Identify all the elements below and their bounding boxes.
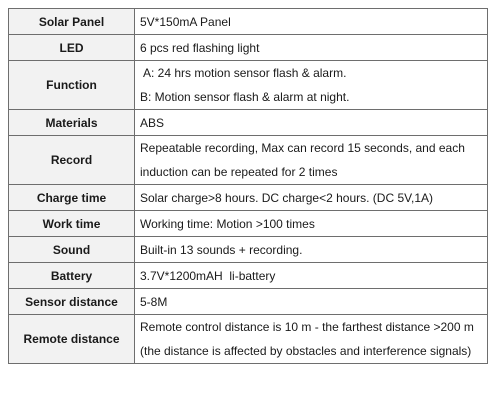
spec-value — [135, 237, 488, 263]
spec-label: LED — [9, 35, 135, 61]
spec-value — [135, 35, 488, 61]
spec-value — [135, 211, 488, 237]
spec-value-line: induction can be repeated for 2 times — [140, 165, 338, 179]
spec-label: Function — [9, 61, 135, 110]
spec-table — [8, 8, 488, 364]
spec-row-materials — [9, 110, 488, 136]
spec-row-work-time — [9, 211, 488, 237]
spec-row-sound — [9, 237, 488, 263]
spec-value-line: 6 pcs red flashing light — [140, 40, 260, 55]
spec-label: Battery — [9, 263, 135, 289]
spec-row-remote-distance — [9, 315, 488, 364]
spec-value — [135, 136, 488, 185]
spec-row-led — [9, 35, 488, 61]
spec-value-line: A: 24 hrs motion sensor flash & alarm. — [143, 66, 347, 80]
spec-label: Work time — [9, 211, 135, 237]
spec-value-line: ABS — [140, 115, 165, 130]
spec-row-battery — [9, 263, 488, 289]
spec-row-sensor-distance — [9, 289, 488, 315]
spec-value-line: B: Motion sensor flash & alarm at night. — [140, 90, 350, 104]
spec-row-function — [9, 61, 488, 110]
spec-label: Sensor distance — [9, 289, 135, 315]
spec-value — [135, 263, 488, 289]
spec-value-line: 3.7V*1200mAH li-battery — [140, 268, 276, 283]
spec-value — [135, 315, 488, 364]
spec-label: Remote distance — [9, 315, 135, 364]
spec-label: Record — [9, 136, 135, 185]
spec-value-line: Repeatable recording, Max can record 15 seconds, and each — [140, 141, 465, 155]
spec-row-solar-panel — [9, 9, 488, 35]
spec-value-line: Working time: Motion >100 times — [140, 216, 315, 231]
spec-value-line: (the distance is affected by obstacles and interference signals) — [140, 344, 472, 358]
spec-value — [135, 61, 488, 110]
spec-value — [135, 289, 488, 315]
spec-value-line: Remote control distance is 10 m - the farthest distance >200 m — [140, 320, 474, 334]
spec-value — [135, 110, 488, 136]
spec-value-line: Solar charge>8 hours. DC charge<2 hours. (DC 5V,1A) — [140, 190, 434, 205]
spec-row-charge-time — [9, 185, 488, 211]
spec-value — [135, 9, 488, 35]
spec-label: Charge time — [9, 185, 135, 211]
spec-row-record — [9, 136, 488, 185]
spec-value — [135, 185, 488, 211]
spec-value-line: 5-8M — [140, 294, 168, 309]
spec-value-line: Built-in 13 sounds + recording. — [140, 242, 303, 257]
spec-label: Solar Panel — [9, 9, 135, 35]
spec-label: Materials — [9, 110, 135, 136]
spec-value-line: 5V*150mA Panel — [140, 14, 231, 29]
spec-label: Sound — [9, 237, 135, 263]
